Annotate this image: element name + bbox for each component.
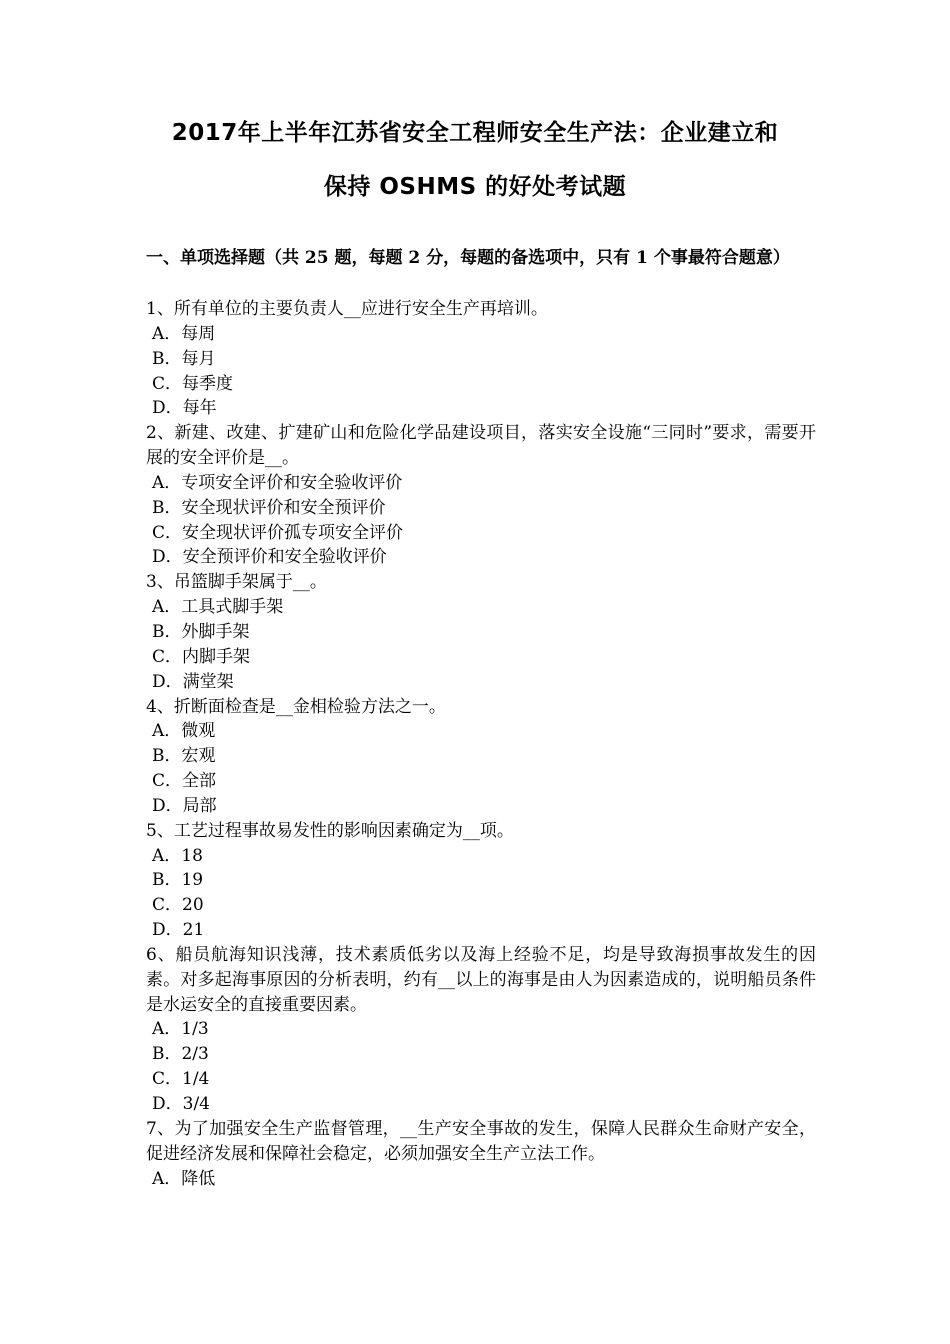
answer-option: A．专项安全评价和安全验收评价 [152, 472, 403, 493]
answer-option: D．3/4 [152, 1094, 210, 1114]
answer-option: B．每月 [152, 348, 216, 369]
answer-option: B．安全现状评价和安全预评价 [152, 497, 386, 518]
answer-option: A．降低 [152, 1168, 216, 1189]
answer-option: B．宏观 [152, 746, 216, 767]
answer-option: A．工具式脚手架 [152, 597, 284, 618]
question-stem: 2、新建、改建、扩建矿山和危险化学品建设项目，落实安全设施“三同时”要求，需要开展的安全评价是__。 [146, 423, 816, 469]
answer-option: D．21 [152, 920, 205, 941]
section-heading: 一、单项选择题（共 25 题，每题 2 分，每题的备选项中，只有 1 个事最符合题意） [146, 248, 790, 268]
question-stem: 5、工艺过程事故易发性的影响因素确定为__项。 [146, 820, 514, 841]
answer-option: A．微观 [152, 721, 216, 742]
answer-option: D．局部 [152, 795, 217, 816]
answer-option: D．满堂架 [152, 671, 234, 692]
answer-option: B．外脚手架 [152, 621, 250, 642]
question-stem: 3、吊篮脚手架属于__。 [146, 572, 327, 593]
answer-option: A．18 [152, 845, 203, 866]
answer-option: A．1/3 [152, 1019, 209, 1040]
question-list [146, 297, 816, 1191]
question-stem: 4、折断面检查是__金相检验方法之一。 [146, 696, 446, 717]
document-title-line-1: 2017年上半年江苏省安全工程师安全生产法：企业建立和 [171, 120, 779, 146]
answer-option: C．每季度 [152, 373, 234, 394]
answer-option: D．每年 [152, 398, 217, 419]
question-stem: 6、船员航海知识浅薄，技术素质低劣以及海上经验不足，均是导致海损事故发生的因素。对多起海事原因的分析表明，约有__以上的海事是由人为因素造成的，说明船员条件是水运安全的直接重要因素。 [146, 944, 816, 1015]
answer-option: A．每周 [152, 323, 216, 344]
answer-option: C．全部 [152, 771, 217, 792]
answer-option: C．1/4 [152, 1069, 210, 1090]
document-title-line-2: 保持 OSHMS 的好处考试题 [323, 174, 627, 200]
answer-option: C．20 [152, 895, 204, 916]
question-stem: 1、所有单位的主要负责人__应进行安全生产再培训。 [146, 299, 548, 319]
answer-option: C．安全现状评价孤专项安全评价 [152, 522, 404, 543]
answer-option: B．2/3 [152, 1044, 209, 1065]
question-stem: 7、为了加强安全生产监督管理，__生产安全事故的发生，保障人民群众生命财产安全，促进经济发展和保障社会稳定，必须加强安全生产立法工作。 [146, 1118, 816, 1164]
answer-option: B．19 [152, 870, 204, 891]
answer-option: C．内脚手架 [152, 646, 251, 667]
answer-option: D．安全预评价和安全验收评价 [152, 547, 387, 568]
